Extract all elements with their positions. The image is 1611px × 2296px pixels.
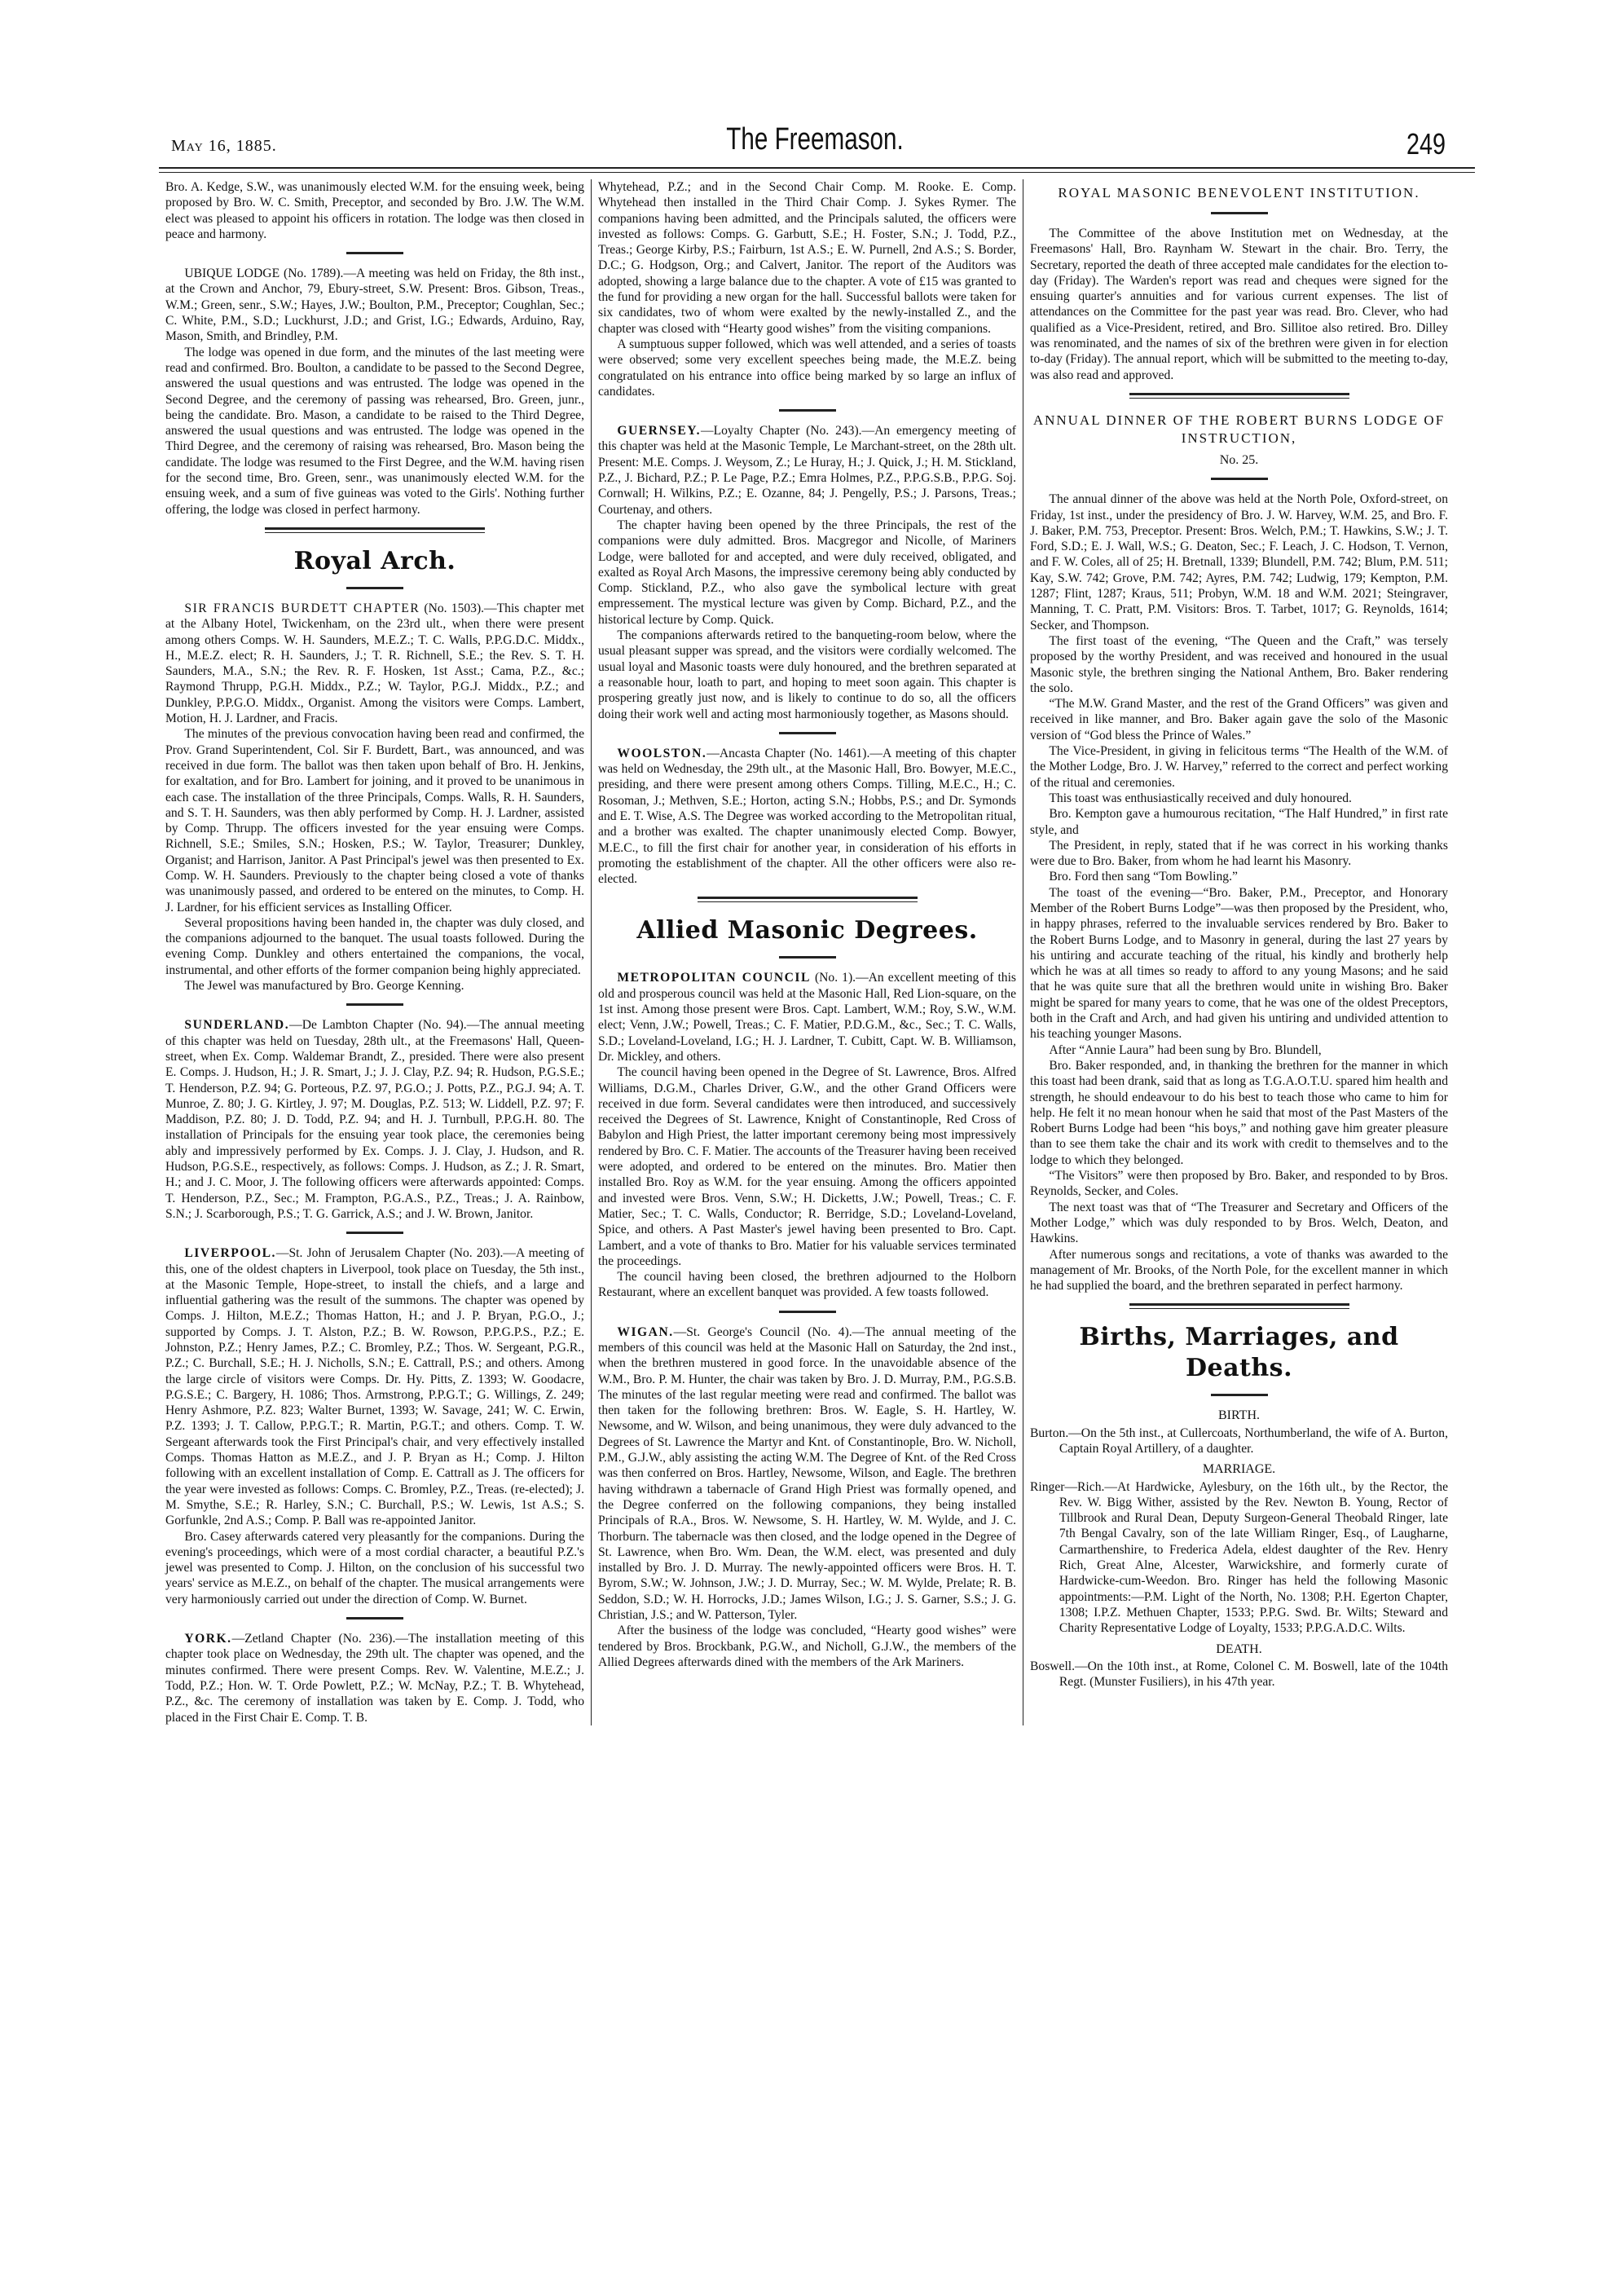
article-woolston (598, 746, 1016, 888)
heading-birth: BIRTH. (1217, 1408, 1261, 1423)
page-number: 249 (1406, 127, 1446, 161)
article-lead: UBIQUE LODGE (No. 1789). (184, 267, 344, 281)
column-2 (591, 179, 1023, 1725)
article-text: The council having been closed, the brethren adjourned to the Holborn Restaurant, where an excellent banquet was provided. A few toasts followed. (598, 1270, 1016, 1300)
article-text: —Loyalty Chapter (No. 243).—An emergency meeting of this chapter was held at the Masonic Temple, Le Marchant-street, on the 28th ult. Present: M.E. Comps. J. Weysom, Z.; Le Huray, H.; J. Quick, J.; H. M. Stickland, P.Z., J. Bichard, P.Z.; P. Le Page, P.Z.; Emra Holmes, P.Z., P.P.G.S.B., P.P.G. Soj. Cornwall; H. Wilkins, P.Z.; E. Ozanne, 84; J. Pengelly, P.S.; J. Parsons, Treas.; Courtenay, and others. (598, 424, 1016, 517)
article-text: The toast of the evening—“Bro. Baker, P.M., Preceptor, and Honorary Member of the Robert Burns Lodge”—was then proposed by the President, who, in happy phrases, referred to the invaluable services rendered by Bro. Baker to the Robert Burns Lodge, and to Masonry in general, during the last 27 years by his untiring and accurate teaching of the ritual, his kindly and brotherly help which he was at all times so ready to afford to any young Masons; and he said that he was quite sure that all the brethren would unite in wishing Bro. Baker might be spared for many years to come, that he was one of the oldest Preceptors, both in the Craft and Arch, and had given his untiring and undivided attention to his teaching younger Masons. (1030, 885, 1448, 1042)
article-text: —Zetland Chapter (No. 236).—The installation meeting of this chapter took place on Wednesday, the 29th ult. The chapter was opened, and the minutes confirmed. There were present Comps. Rev. W. Valentine, M.E.Z.; J. Todd, P.Z.; Hon. W. T. Orde Powlett, P.Z.; W. McNay, P.Z.; T. B. Whytehead, P.Z., &c. The ceremony of installation was taken by E. Comp. J. Todd, who placed in the First Chair E. Comp. T. B. (165, 1632, 584, 1725)
article-metropolitan (598, 970, 1016, 1064)
section-heading-royal-arch: Royal Arch. (293, 546, 456, 575)
heading-lodge-number: No. 25. (1219, 452, 1259, 467)
article-lead: SIR FRANCIS BURDETT CHAPTER (184, 601, 420, 615)
article-ubique (165, 266, 584, 344)
article-text: The Jewel was manufactured by Bro. George Kenning. (184, 979, 464, 994)
article-text: The Committee of the above Institution met on Wednesday, at the Freemasons' Hall, Bro. Raynham W. Stewart in the chair. Bro. Terry, the Secretary, reported the death of three accepted male candidates for the election to-day (Friday). The Warden's report was read and cheques were signed for the ensuing quarter's annuities and for various current expenses. The list of attendances on the Committee for the past year was read. Bro. Clever, who had qualified as a Vice-President, retired, and Bro. Sillitoe also retired. Bro. Dilley was renominated, and the names of six of the brethren were given in for election to-day (Friday). The annual report, which will be submitted to the meeting to-day, was also read and approved. (1030, 227, 1448, 382)
divider (346, 252, 403, 254)
article-text: After numerous songs and recitations, a vote of thanks was awarded to the management of Mr. Brooks, of the North Pole, for the excellent manner in which he had supplied the board, and the brethren separated in perfect harmony. (1030, 1247, 1448, 1293)
section-heading-allied-degrees: Allied Masonic Degrees. (636, 916, 978, 945)
article-text: This toast was enthusiastically received and duly honoured. (1049, 791, 1352, 805)
article-text: Bro. Baker responded, and, in thanking the brethren for the manner in which this toast had been drank, said that as long as T.G.A.O.T.U. spared him health and strength, he should endeavour to do his best to teach those who came to him for help. He felt it no mean honour when he said that most of the Past Masters of the Robert Burns Lodge had been “his boys,” and nothing gave him greater pleasure than to see them take the chair and its work with credit to themselves and to the lodge to which they belonged. (1030, 1058, 1448, 1167)
article-text: After the business of the lodge was concluded, “Hearty good wishes” were tendered by Bros. Brockbank, P.G.W., and Nicholl, G.J.W., the members of the Allied Degrees afterwards dined with the members of the Ark Mariners. (598, 1624, 1016, 1669)
masthead-rule (159, 167, 1475, 173)
newspaper-page (147, 122, 1483, 1725)
article-text: —St. George's Council (No. 4).—The annual meeting of the members of this council was held at the Masonic Hall on Saturday, the 2nd inst., when the brethren mustered in good force. In the unavoidable absence of the W.M., Bro. P. M. Hunter, the chair was taken by Bro. J. D. Murray, P.M., P.G.S.B. The minutes of the last regular meeting were read and confirmed. The ballot was then taken for the following brethren: Bros. W. Eagle, S. H. Hartley, W. Newsome, and W. Wilson, and being unanimous, they were duly advanced to the Degrees of St. Lawrence the Martyr and Knt. of Constantinople, Bro. W. Nicholl, P.M., G.J.W., ably assisting the acting W.M. The Degree of Knt. of the Red Cross was then conferred on Bros. Hartley, Newsome, Wilson, and Eagle. The brethren having withdrawn a tabernacle of Grand High Priest was formally opened, and the Degree conferred on the following companions, they being installed Principals of R.A., Bros. W. Newsome, S. H. Hartley, W. M. Wylde, and J. C. Thorburn. The tabernacle was then closed, and the lodge opened in the Degree of St. Lawrence, when Bro. Wm. Dean, the W.M. elect, was presented and duly installed by Bro. J. D. Murray. The newly-appointed officers were Bros. H. T. Byrom, S.W.; W. Johnson, J.W.; J. D. Murray, Sec.; W. M. Wylde, Prelate; R. B. Seddon, S.D.; W. H. Horrocks, J.D.; James Wilson, I.G.; J. S. Garner, S.S.; J. G. Christian, J.S.; and W. Patterson, Tyler. (598, 1324, 1016, 1623)
article-text: —A meeting was held on Friday, the 8th inst., at the Crown and Anchor, 79, Ebury-street, S.W. Present: Bros. Gibson, Treas., W.M.; Green, senr., S.W.; Hayes, J.W.; Boulton, P.M., Preceptor; Coughlan, Sec.; C. White, P.M., S.D.; Luckhurst, J.D.; and Grist, I.G.; Edwards, Arduino, Ray, Mason, Smith, and Brindley, P.M. (165, 267, 584, 344)
section-divider (698, 897, 918, 902)
divider (779, 1311, 836, 1313)
article-wigan (598, 1324, 1016, 1624)
article-text: “The M.W. Grand Master, and the rest of the Grand Officers” was given and received in like manner, and Bro. Baker again gave the solo of the Masonic version of “God bless the Prince of Wales.” (1030, 697, 1448, 743)
article-lead: LIVERPOOL. (184, 1246, 276, 1261)
divider (1211, 212, 1268, 214)
article-text: Bro. Casey afterwards catered very pleasantly for the companions. During the evening's proceedings, which were of a most cordial character, a beautiful P.Z.'s jewel was presented to Comp. J. Hilton, on the conclusion of his successful two years' service as M.E.Z., on behalf of the chapter. The musical arrangements were very harmoniously carried out under the direction of Comp. W. Burnet. (165, 1529, 584, 1606)
columns (159, 179, 1483, 1725)
section-divider (265, 527, 485, 533)
notice-death: Boswell.—On the 10th inst., at Rome, Colonel C. M. Boswell, late of the 104th Regt. (Munster Fusiliers), in his 47th year. (1030, 1659, 1448, 1690)
divider (346, 587, 403, 589)
article-text: —Ancasta Chapter (No. 1461).—A meeting of this chapter was held on Wednesday, the 29th ult., at the Masonic Hall, Bro. Bowyer, M.E.C., presiding, and there were present among others Comps. Tilling, M.E.C., H.; C. Rosoman, J.; Methven, S.E.; Horton, acting S.N.; Hobbs, P.S.; and Dr. Symonds and E. T. Wise, A.S. The Degree was worked according to the Metropolitan ritual, and a brother was exalted. The chapter unanimously elected Comp. Bowyer, M.E.C., to fill the first chair for another year, in consideration of his efforts in promoting the establishment of the chapter. All the other officers were also re-elected. (598, 746, 1016, 887)
divider (779, 409, 836, 412)
article-text: After “Annie Laura” had been sung by Bro. Blundell, (1049, 1042, 1322, 1057)
article-burdett (165, 601, 584, 726)
heading-robert-burns: ANNUAL DINNER OF THE ROBERT BURNS LODGE OF INSTRUCTION, (1032, 412, 1446, 446)
section-divider (1129, 393, 1349, 399)
article-text: A sumptuous supper followed, which was well attended, and a series of toasts were observed; some very excellent speeches being made, the M.E.Z. being congratulated on his entrance into office being marked by so large an influx of candidates. (598, 337, 1016, 399)
article-text: The first toast of the evening, “The Queen and the Craft,” was tersely proposed by the worthy President, and was received and honoured in the usual Masonic style, the brethren singing the National Anthem, Bro. Baker rendering the solo. (1030, 633, 1448, 695)
divider (779, 956, 836, 959)
article-text: (No. 1).—An excellent meeting of this old and prosperous council was held at the Masonic Hall, Red Lion-square, on the 1st inst. Among those present were Bros. Capt. Lambert, W.M.; Roy, S.W., W.M. elect; Venn, J.W.; Powell, Treas.; C. F. Matier, P.D.G.M., &c., Sec.; T. C. Walls, S.D.; Loveland-Loveland, I.G.; H. J. Lardner, T. Cubitt, Capt. W. B. Williamson, Dr. Mickley, and others. (598, 971, 1017, 1064)
article-text: Bro. Ford then sang “Tom Bowling.” (1049, 870, 1238, 884)
notice-birth: Burton.—On the 5th inst., at Cullercoats, Northumberland, the wife of A. Burton, Captain Royal Artillery, of a daughter. (1030, 1426, 1448, 1456)
article-liverpool (165, 1245, 584, 1528)
heading-marriage: MARRIAGE. (1202, 1462, 1276, 1477)
masthead (147, 122, 1483, 163)
article-text: “The Visitors” were then proposed by Bro. Baker, and responded to by Bros. Reynolds, Secker, and Coles. (1030, 1169, 1448, 1199)
section-divider (1129, 1303, 1349, 1309)
article-lead: GUERNSEY. (617, 424, 702, 438)
article-text: Bro. A. Kedge, S.W., was unanimously elected W.M. for the ensuing week, being proposed by Bro. W. C. Smith, Preceptor, and seconded by Bro. J.W. The W.M. elect was pleased to appoint his officers in rotation. The lodge was then closed in peace and harmony. (165, 180, 584, 241)
article-text: The President, in reply, stated that if he was correct in his working thanks were due to Bro. Baker, from whom he had learnt his Masonry. (1030, 838, 1448, 869)
divider (1211, 1394, 1268, 1396)
column-1 (159, 179, 591, 1725)
divider (346, 1232, 403, 1234)
article-york (165, 1631, 584, 1725)
article-lead: WIGAN. (617, 1324, 674, 1339)
article-lead: WOOLSTON. (617, 746, 707, 760)
article-text: (No. 1503).—This chapter met at the Albany Hotel, Twickenham, on the 23rd ult., when there were present among others Comps. W. H. Saunders, M.E.Z.; T. C. Walls, P.P.G.D.C. Middx., H., M.E.Z. elect; R. H. Saunders, J.; T. R. Richnell, S.E.; the Rev. S. T. H. Saunders, M.A., S.N.; the Rev. R. F. Hosken, 1st Asst.; Cama, P.Z., &c.; Raymond Thrupp, P.G.H. Middx., P.Z.; W. Taylor, P.G.J. Middx., P.Z.; and Dunkley, P.P.G.O. Middx., Organist. Among the visitors were Comps. Lambert, Motion, H. J. Lardner, and Fracis. (165, 601, 584, 726)
article-text: Several propositions having been handed in, the chapter was duly closed, and the companions adjourned to the banquet. The usual toasts followed. During the evening Comp. Dunkley and others entertained the companions, the vocal, instrumental, and other efforts of the former companion being highly appreciated. (165, 915, 584, 977)
section-heading-births-marriages-deaths: Births, Marriages, and Deaths. (1079, 1323, 1399, 1383)
heading-rmbi: ROYAL MASONIC BENEVOLENT INSTITUTION. (1058, 185, 1420, 201)
article-text: The next toast was that of “The Treasurer and Secretary and Officers of the Mother Lodge,” which was duly responded to by Bros. Welch, Deaton, and Hawkins. (1030, 1200, 1448, 1246)
article-text: The minutes of the previous convocation having been read and confirmed, the Prov. Grand Superintendent, Col. Sir F. Burdett, Bart., was announced, and was received in due form. The ballot was then taken upon behalf of Bro. H. Jenkins, for exaltation, and for Bro. Lambert for joining, and it proved to be unanimous in each case. The installation of the three Principals, Comps. Walls, R. H. Saunders, and S. T. H. Saunders, was then ably performed by Comp. H. J. Lardner, assisted by Comp. Thrupp. The officers invested for the year ensuing were Comps. Richnell, S.E.; Smiles, S.N.; Hosken, P.S.; W. Taylor, Treasurer; Dunkley, Organist; and Harrison, Janitor. A Past Principal's jewel was then presented to Ex. Comp. W. H. Saunders. Previously to the chapter being closed a vote of thanks was unanimously passed, and ordered to be entered on the minutes, to Comp. H. J. Lardner, for his efficient services as Installing Officer. (165, 727, 584, 914)
heading-death: DEATH. (1216, 1642, 1262, 1656)
article-guernsey (598, 423, 1016, 518)
divider (1211, 478, 1268, 480)
article-lead: SUNDERLAND. (184, 1018, 290, 1033)
article-text: —St. John of Jerusalem Chapter (No. 203).—A meeting of this, one of the oldest chapters in Liverpool, took place on Tuesday, the 5th inst., at the Masonic Temple, Hope-street, to install the chiefs, and a large and influential gathering was the result of the summons. The chapter was opened by Comps. J. Hilton, M.E.Z.; Thomas Hatton, H.; and J. P. Bryan, P.G.O., J.; supported by Comps. J. T. Alston, P.Z.; B. W. Rowson, P.P.G.P.S., P.Z.; E. Johnston, P.Z.; Henry James, P.Z.; C. Bromley, P.Z.; Thos. W. Sergeant, P.G.R., P.Z.; C. Burchall, S.E.; H. J. Nicholls, S.N.; E. Cattrall, P.S.; and others. Among the large circle of visitors were Comps. Dr. Hy. Pitts, Z. 1393; W. Goodacre, P.G.S.E.; C. Bargery, H. 1086; Thos. Armstrong, P.P.G.T.; G. Willings, Z. 249; Henry Ashmore, P.Z. 823; Walter Burnet, 1393; W. Savage, 241; W. C. Erwin, P.Z. 1393; J. T. Callow, P.P.G.T.; R. Martin, P.G.T.; and others. Comp. T. W. Sergeant afterwards took the First Principal's chair, and very effectively installed Comps. Thomas Hatton as M.E.Z., and J. P. Bryan as H.; Comp. J. Hilton following with an excellent installation of Comp. E. Cattrall as J. The officers for the year were invested as follows: Comps. C. Bromley, P.Z., Treas. (re-elected); J. M. Smythe, S.E.; R. Harley, S.N.; C. Burchall, P.S.; W. Lewis, 1st A.S.; S. Gorfunkle, 2nd A.S.; Comp. P. Ball was re-appointed Janitor. (165, 1246, 584, 1528)
article-text: The Vice-President, in giving in felicitous terms “The Health of the W.M. of the Mother Lodge, Bro. J. W. Harvey,” referred to the correct and perfect working of the ritual and ceremonies. (1030, 744, 1448, 790)
article-lead: METROPOLITAN COUNCIL (617, 971, 811, 985)
issue-date: May 16, 1885. (171, 137, 277, 155)
article-text: The lodge was opened in due form, and the minutes of the last meeting were read and confirmed. Bro. Boulton, a candidate to be passed to the Second Degree, answered the usual questions and was entrusted. The lodge was opened in the Second Degree, and the ceremony of passing was rehearsed, Bro. Green, junr., being the candidate. Bro. Mason, a candidate to be raised to the Third Degree, answered the usual questions and was entrusted. The lodge was opened in the Third Degree, and the ceremony of raising was rehearsed, Bro. Mason being the candidate. The lodge was resumed to the First Degree, and the W.M. having risen for the second time, Bro. Green, senr., was unanimously elected W.M. for the ensuing week, and a sum of five guineas was voted to the Girls'. Nothing further offering, the lodge was closed in perfect harmony. (165, 345, 584, 517)
article-text: Whytehead, P.Z.; and in the Second Chair Comp. M. Rooke. E. Comp. Whytehead then installed in the Third Chair Comp. J. Sykes Rymer. The companions having been admitted, and the Principals saluted, the officers were invested as follows: Comps. G. Garbutt, S.E.; H. Foster, S.N.; J. Todd, P.Z., Treas.; George Kirby, P.S.; Fairburn, 1st A.S.; E. W. Purnell, 2nd A.S.; S. Border, D.C.; G. Hodgson, Org.; and Calvert, Janitor. The report of the Auditors was adopted, showing a large balance due to the chapter. A vote of £15 was granted to the fund for providing a new organ for the hall. Successful ballots were taken for six candidates, two of whom were exalted by the newly-installed Z., and the chapter was closed with “Hearty good wishes” from the visiting companions. (598, 180, 1016, 336)
article-text: —De Lambton Chapter (No. 94).—The annual meeting of this chapter was held on Tuesday, 28th ult., at the Freemasons' Hall, Queen-street, when Ex. Comp. Waldemar Brandt, Z., presided. There were also present E. Comps. J. Hudson, H.; J. R. Smart, J.; J. J. Clay, P.Z. 94; R. Hudson, P.G.S.E.; T. Henderson, P.Z. 94; G. Porteous, P.Z. 97, P.G.O.; J. Potts, P.Z., P.G.J. 94; A. T. Munroe, Z. 80; J. G. Kirtley, J. 97; M. Douglas, P.Z. 513; W. Liddell, P.Z. 97; F. Maddison, P.Z. 80; J. D. Todd, P.Z. 94; and H. J. Turnbull, P.P.G.H. 80. The installation of Principals for the ensuing year took place, the ceremonies being ably and impressively performed by Ex. Comps. J. J. Clay, J. Hudson, and R. Hudson, P.G.S.E., respectively, as follows: Comps. J. Hudson, as Z.; J. R. Smart, H.; and J. C. Moor, J. The following officers were afterwards appointed: Comps. T. Henderson, P.Z., Sec.; M. Frampton, P.G.A.S., P.Z., Treas.; J. A. Rainbow, S.N.; J. Scarborough, P.S.; T. G. Garrick, A.S.; and J. W. Brown, Janitor. (165, 1018, 584, 1221)
divider (346, 1003, 403, 1006)
column-3 (1023, 179, 1455, 1725)
article-text: The annual dinner of the above was held at the North Pole, Oxford-street, on Friday, 1st inst., under the presidency of Bro. J. W. Harvey, W.M. 25, and Bro. F. J. Baker, P.M. 753, Preceptor. Present: Bros. Welch, P.M.; T. Hawkins, S.W.; J. T. Ford, S.D.; E. J. Wall, W.S.; G. Deaton, Sec.; F. Leach, J. C. Hodson, T. Vernon, and F. W. Coles, all of 25; H. Bretnall, 1339; Blundell, P.M. 742; Blum, P.M. 511; Kay, S.W. 742; Grove, P.M. 742; Ayres, P.M. 742; Ludwig, 179; Kempton, P.M. 1287; Flint, 1287; Kraus, 511; Probyn, W.M. 18 and W.M. 2021; Steingraver, Manning, T. C. Pratt, P.M. Visitors: Bros. T. Tarbet, 1017; G. Reynolds, 1614; Secker, and Thompson. (1030, 492, 1448, 632)
divider (346, 1617, 403, 1620)
divider (779, 732, 836, 734)
article-text: Bro. Kempton gave a humourous recitation, “The Half Hundred,” in first rate style, and (1030, 807, 1448, 837)
newspaper-title: The Freemason. (726, 122, 904, 156)
article-sunderland (165, 1017, 584, 1222)
article-text: The companions afterwards retired to the banqueting-room below, where the usual pleasant supper was spread, and the visitors were cordially welcomed. The usual loyal and Masonic toasts were duly honoured, and the brethren separated at a reasonable hour, loath to part, and hoping to meet soon again. This chapter is prospering greatly just now, and is likely to continue to do so, all the officers doing their work well and acting most harmoniously together, as Masons should. (598, 628, 1016, 721)
article-lead: YORK. (184, 1632, 232, 1646)
article-text: The council having been opened in the Degree of St. Lawrence, Bros. Alfred Williams, D.G.M., Charles Driver, G.W., and the other Grand Officers were received in due form. Several candidates were then introduced, and successively received the Degrees of St. Lawrence, Knight of Constantinople, Red Cross of Babylon and High Priest, the latter important ceremony being most impressively rendered by Bro. C. F. Matier. The accounts of the Treasurer having been received were adopted, and ordered to be entered on the minutes. Bro. Matier then installed Bro. Roy as W.M. for the year ensuing. Among the officers appointed and invested were Bros. Venn, S.W.; H. Dicketts, J.W.; Powell, Treas.; C. F. Matier, Sec.; T. C. Walls, Conductor; R. Berridge, S.D.; Loveland-Loveland, Spice, and others. A Past Master's jewel having been presented to Bro. Capt. Lambert, and a vote of thanks to Bro. Matier for his valuable services terminated the proceedings. (598, 1065, 1016, 1268)
article-text: The chapter having been opened by the three Principals, the rest of the companions were duly admitted. Bros. Macgregor and Nicolle, of Mariners Lodge, were balloted for and accepted, and were duly received, obligated, and exalted as Royal Arch Masons, the impressive ceremony being ably conducted by Comp. Stickland, P.Z., who also gave the symbolical lecture with great empressement. The mystical lecture was given by Comp. Bichard, P.Z., and the historical lecture by Comp. Quick. (598, 518, 1016, 627)
notice-marriage: Ringer—Rich.—At Hardwicke, Aylesbury, on the 16th ult., by the Rector, the Rev. W. Bigg Wither, assisted by the Rev. Newton B. Young, Rector of Tillbrook and Rural Dean, Deputy Surgeon-General Theobald Ringer, late 7th Bengal Cavalry, son of the late William Ringer, Esq., of Laugharne, Carmarthenshire, to Frederica Adela, eldest daughter of the Rev. Henry Rich, Great Alne, Alcester, Warwickshire, and formerly curate of Hardwicke-cum-Weedon. Bro. Ringer has held the following Masonic appointments:—P.M. Light of the North, No. 1308; P.H. Egerton Chapter, 1308; I.P.Z. Methuen Chapter, 1533; P.P.G. Swd. Br. Wilts; Steward and Charity Representative Lodge of Loyalty, 1533; P.P.G.A.D.C. Wilts. (1030, 1479, 1448, 1636)
